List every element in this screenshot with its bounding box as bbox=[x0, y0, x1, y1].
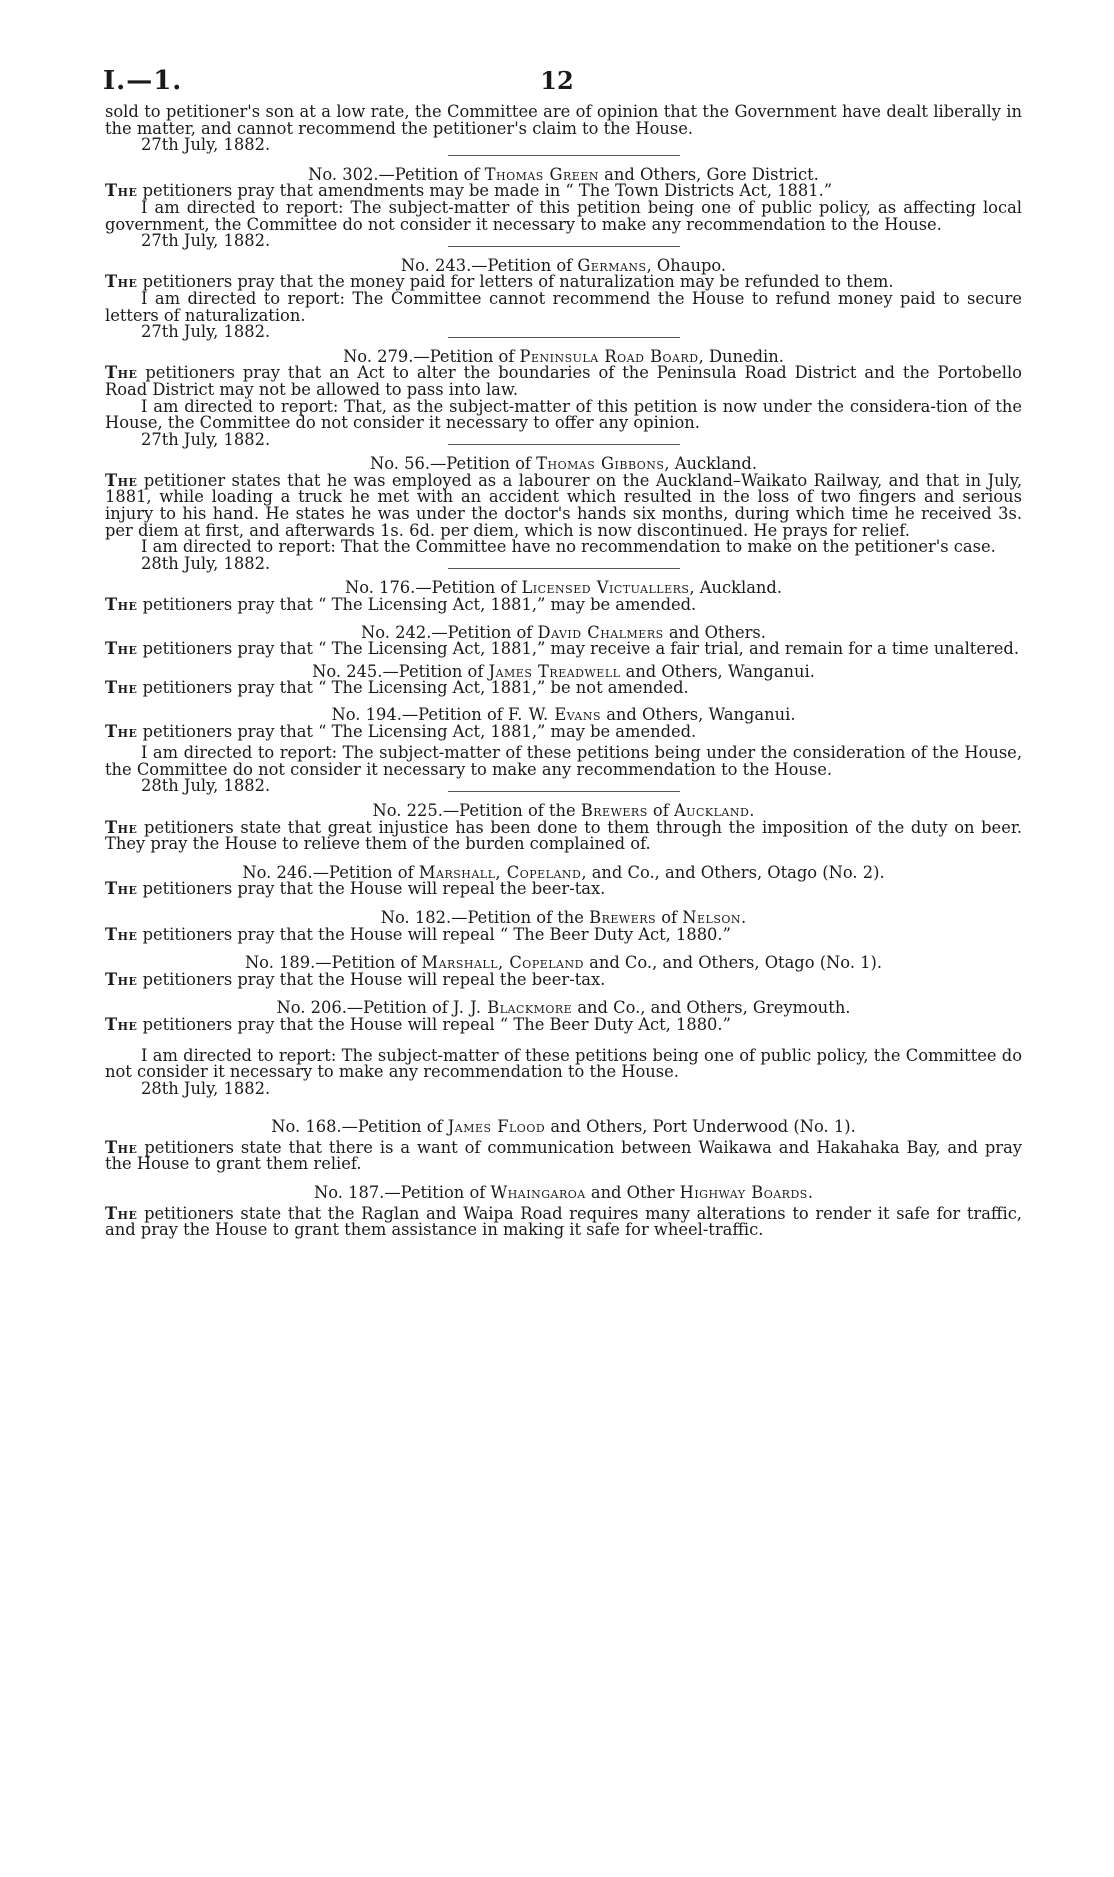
petition-heading: No. 279.—Petition of Peninsula Road Board, Dunedin. bbox=[343, 346, 784, 366]
committee-report: I am directed to report: The subject-matter of these petitions being under the consideration of the House, the Committee do not consider it necessary to make any recommendation to the House. bbox=[105, 743, 1022, 779]
petition-prayer: The petitioners state that the Raglan and Waipa Road requires many alterations to render it safe for traffic, and pray the House to grant them assistance in making it safe for wheel-traffic. bbox=[105, 1203, 1022, 1240]
petition-prayer: The petitioners pray that “ The Licensing Act, 1881,” be not amended. bbox=[105, 678, 689, 698]
parliamentary-paper-reference: I.—1. bbox=[103, 66, 183, 96]
petition-heading: No. 243.—Petition of Germans, Ohaupo. bbox=[400, 255, 727, 275]
petition-prayer: The petitioners pray that the House will repeal “ The Beer Duty Act, 1880.” bbox=[105, 1014, 731, 1034]
section-divider bbox=[448, 337, 680, 338]
petition-prayer: The petitioners pray that the money paid for letters of naturalization may be refunded to them. bbox=[105, 272, 894, 292]
section-divider bbox=[448, 568, 680, 569]
report-date: 27th July, 1882. bbox=[141, 322, 271, 342]
petition-heading: No. 245.—Petition of James Treadwell and Others, Wanganui. bbox=[312, 661, 815, 681]
committee-report: I am directed to report: The Committee cannot recommend the House to refund money paid to secure letters of naturalization. bbox=[105, 288, 1022, 325]
report-date: 28th July, 1882. bbox=[141, 1078, 271, 1098]
document-body bbox=[105, 104, 1022, 1239]
petition-heading: No. 194.—Petition of F. W. Evans and Others, Wanganui. bbox=[331, 705, 796, 724]
committee-report: I am directed to report: That the Committee have no recommendation to make on the petitioner's case. bbox=[141, 537, 996, 557]
petition-heading: No. 246.—Petition of Marshall, Copeland, and Co., and Others, Otago (No. 2). bbox=[242, 862, 885, 882]
petition-heading: No. 176.—Petition of Licensed Victuallers, Auckland. bbox=[344, 578, 783, 598]
petition-prayer: The petitioners pray that “ The Licensing Act, 1881,” may be amended. bbox=[105, 595, 697, 615]
section-divider bbox=[448, 444, 680, 445]
petition-prayer: The petitioners pray that “ The Licensing Act, 1881,” may receive a fair trial, and remain for a time unaltered. bbox=[105, 639, 1020, 659]
petition-heading: No. 182.—Petition of the Brewers of Nelson. bbox=[380, 907, 747, 927]
petition-heading: No. 187.—Petition of Whaingaroa and Other Highway Boards. bbox=[313, 1183, 813, 1203]
petition-prayer: The petitioners pray that the House will repeal “ The Beer Duty Act, 1880.” bbox=[105, 924, 731, 944]
petition-heading: No. 168.—Petition of James Flood and Others, Port Underwood (No. 1). bbox=[271, 1117, 856, 1137]
report-date: 28th July, 1882. bbox=[141, 553, 271, 573]
petition-heading: No. 302.—Petition of Thomas Green and Others, Gore District. bbox=[308, 164, 819, 184]
petition-prayer: The petitioners pray that an Act to alter the boundaries of the Peninsula Road District and the Portobello Road District may not be allowed to pass into law. bbox=[105, 363, 1022, 399]
petition-prayer: The petitioners state that there is a want of communication between Waikawa and Hakahaka Bay, and pray the House to grant them relief. bbox=[105, 1137, 1022, 1174]
petition-prayer: The petitioners pray that the House will repeal the beer-tax. bbox=[105, 969, 606, 989]
report-date: 27th July, 1882. bbox=[141, 429, 271, 449]
petition-prayer: The petitioners state that great injustice has been done to them through the imposition of the duty on beer. They pray the House to relieve them of the burden complained of. bbox=[105, 817, 1022, 854]
petition-heading: No. 56.—Petition of Thomas Gibbons, Auckland. bbox=[370, 454, 757, 474]
petition-prayer: The petitioner states that he was employed as a labourer on the Auckland–Waikato Railway, and that in July, 1881, while loading a truck he met with an accident which resulted in the loss of two fingers and serious injury to his hand. He states he was under the doctor's hands six months, during which time he received 3s. per diem at first, and afterwards 1s. 6d. per diem, which is now discontinued. He prays for relief. bbox=[105, 470, 1022, 540]
petition-prayer: The petitioners pray that the House will repeal the beer-tax. bbox=[105, 879, 606, 899]
report-date: 28th July, 1882. bbox=[141, 776, 271, 796]
committee-report: I am directed to report: The subject-matter of these petitions being one of public policy, the Committee do not consider it necessary to make any recommendation to the House. bbox=[105, 1045, 1022, 1082]
section-divider bbox=[448, 155, 680, 156]
page-number: 12 bbox=[540, 66, 574, 95]
section-divider bbox=[448, 791, 680, 792]
continued-report-text: sold to petitioner's son at a low rate, the Committee are of opinion that the Government have dealt liberally in the matter, and cannot recommend the petitioner's claim to the House. bbox=[105, 102, 1022, 138]
petition-heading: No. 189.—Petition of Marshall, Copeland and Co., and Others, Otago (No. 1). bbox=[244, 953, 883, 973]
report-date: 27th July, 1882. bbox=[141, 135, 271, 155]
committee-report: I am directed to report: The subject-matter of this petition being one of public policy, as affecting local government, the Committee do not consider it necessary to make any recommendation to the House. bbox=[105, 197, 1022, 234]
petition-prayer: The petitioners pray that “ The Licensing Act, 1881,” may be amended. bbox=[105, 721, 697, 741]
committee-report: I am directed to report: That, as the subject-matter of this petition is now under the considera-tion of the House, the Committee do not consider it necessary to offer any opinion. bbox=[105, 396, 1022, 433]
petition-prayer: The petitioners pray that amendments may be made in “ The Town Districts Act, 1881.” bbox=[105, 181, 833, 201]
petition-heading: No. 206.—Petition of J. J. Blackmore and Co., and Others, Greymouth. bbox=[276, 998, 851, 1018]
section-divider bbox=[448, 246, 680, 247]
report-date: 27th July, 1882. bbox=[141, 231, 271, 251]
petition-heading: No. 225.—Petition of the Brewers of Auckland. bbox=[372, 800, 755, 820]
petition-heading: No. 242.—Petition of David Chalmers and Others. bbox=[361, 622, 766, 642]
